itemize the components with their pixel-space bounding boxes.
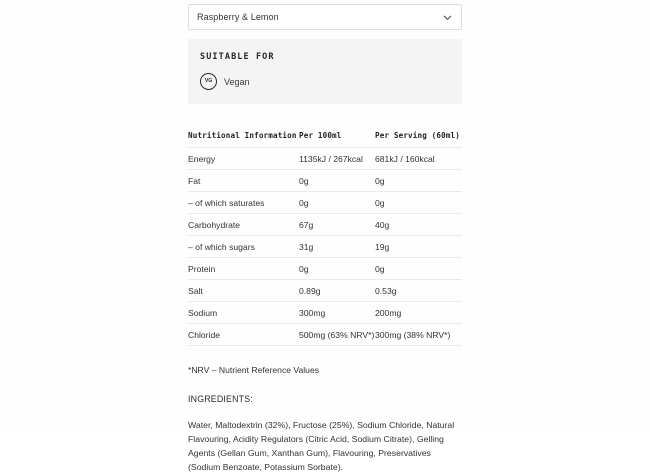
row-value-100ml: 0g bbox=[299, 170, 375, 192]
row-value-serving: 19g bbox=[375, 236, 462, 258]
nutrition-table bbox=[188, 126, 462, 346]
row-label: Energy bbox=[188, 148, 299, 170]
ingredients-body: Water, Maltodextrin (32%), Fructose (25%), Sodium Chloride, Natural Flavouring, Acidity Regulators (Citric Acid, Sodium Citrate), Gelling Agents (Gellan Gum, Xanthan Gum), Flavouring, Preservatives (Sodium Benzoate, Potassium Sorbate). bbox=[188, 420, 455, 473]
row-value-100ml: 0.89g bbox=[299, 280, 375, 302]
row-label: – of which sugars bbox=[188, 236, 299, 258]
row-value-serving: 0g bbox=[375, 258, 462, 280]
table-row bbox=[188, 236, 462, 258]
nrv-footnote: *NRV – Nutrient Reference Values bbox=[188, 365, 320, 375]
column-header-name: Nutritional Information bbox=[188, 126, 299, 148]
row-value-serving: 40g bbox=[375, 214, 462, 236]
row-value-100ml: 500mg (63% NRV*) bbox=[299, 324, 375, 346]
content-column bbox=[188, 0, 462, 474]
row-label: Fat bbox=[188, 170, 299, 192]
row-label: – of which saturates bbox=[188, 192, 299, 214]
row-label: Chloride bbox=[188, 324, 299, 346]
table-row bbox=[188, 302, 462, 324]
row-value-serving: 0.53g bbox=[375, 280, 462, 302]
row-value-100ml: 300mg bbox=[299, 302, 375, 324]
vegan-icon: VG bbox=[200, 73, 217, 90]
column-header-100ml: Per 100ml bbox=[299, 126, 375, 148]
ingredients-heading: INGREDIENTS: bbox=[188, 394, 253, 404]
row-value-100ml: 31g bbox=[299, 236, 375, 258]
row-label: Carbohydrate bbox=[188, 214, 299, 236]
diet-item-label: Vegan bbox=[224, 76, 250, 87]
table-header-row bbox=[188, 126, 462, 148]
flavour-select-value: Raspberry & Lemon bbox=[197, 12, 279, 22]
diet-item-vegan bbox=[200, 73, 450, 90]
table-row bbox=[188, 324, 462, 346]
table-row bbox=[188, 214, 462, 236]
row-value-100ml: 0g bbox=[299, 192, 375, 214]
row-value-serving: 681kJ / 160kcal bbox=[375, 148, 462, 170]
table-row bbox=[188, 192, 462, 214]
row-value-100ml: 0g bbox=[299, 258, 375, 280]
table-row bbox=[188, 170, 462, 192]
chevron-down-icon bbox=[442, 12, 453, 23]
row-value-serving: 300mg (38% NRV*) bbox=[375, 324, 462, 346]
table-row bbox=[188, 148, 462, 170]
flavour-select[interactable] bbox=[188, 4, 462, 30]
row-value-serving: 0g bbox=[375, 192, 462, 214]
row-label: Sodium bbox=[188, 302, 299, 324]
row-value-100ml: 1135kJ / 267kcal bbox=[299, 148, 375, 170]
row-label: Salt bbox=[188, 280, 299, 302]
row-value-100ml: 67g bbox=[299, 214, 375, 236]
table-row bbox=[188, 280, 462, 302]
row-label: Protein bbox=[188, 258, 299, 280]
row-value-serving: 0g bbox=[375, 170, 462, 192]
suitable-for-panel bbox=[188, 39, 462, 104]
suitable-for-title: SUITABLE FOR bbox=[200, 52, 275, 62]
table-row bbox=[188, 258, 462, 280]
row-value-serving: 200mg bbox=[375, 302, 462, 324]
column-header-serving: Per Serving (60ml) bbox=[375, 126, 462, 148]
